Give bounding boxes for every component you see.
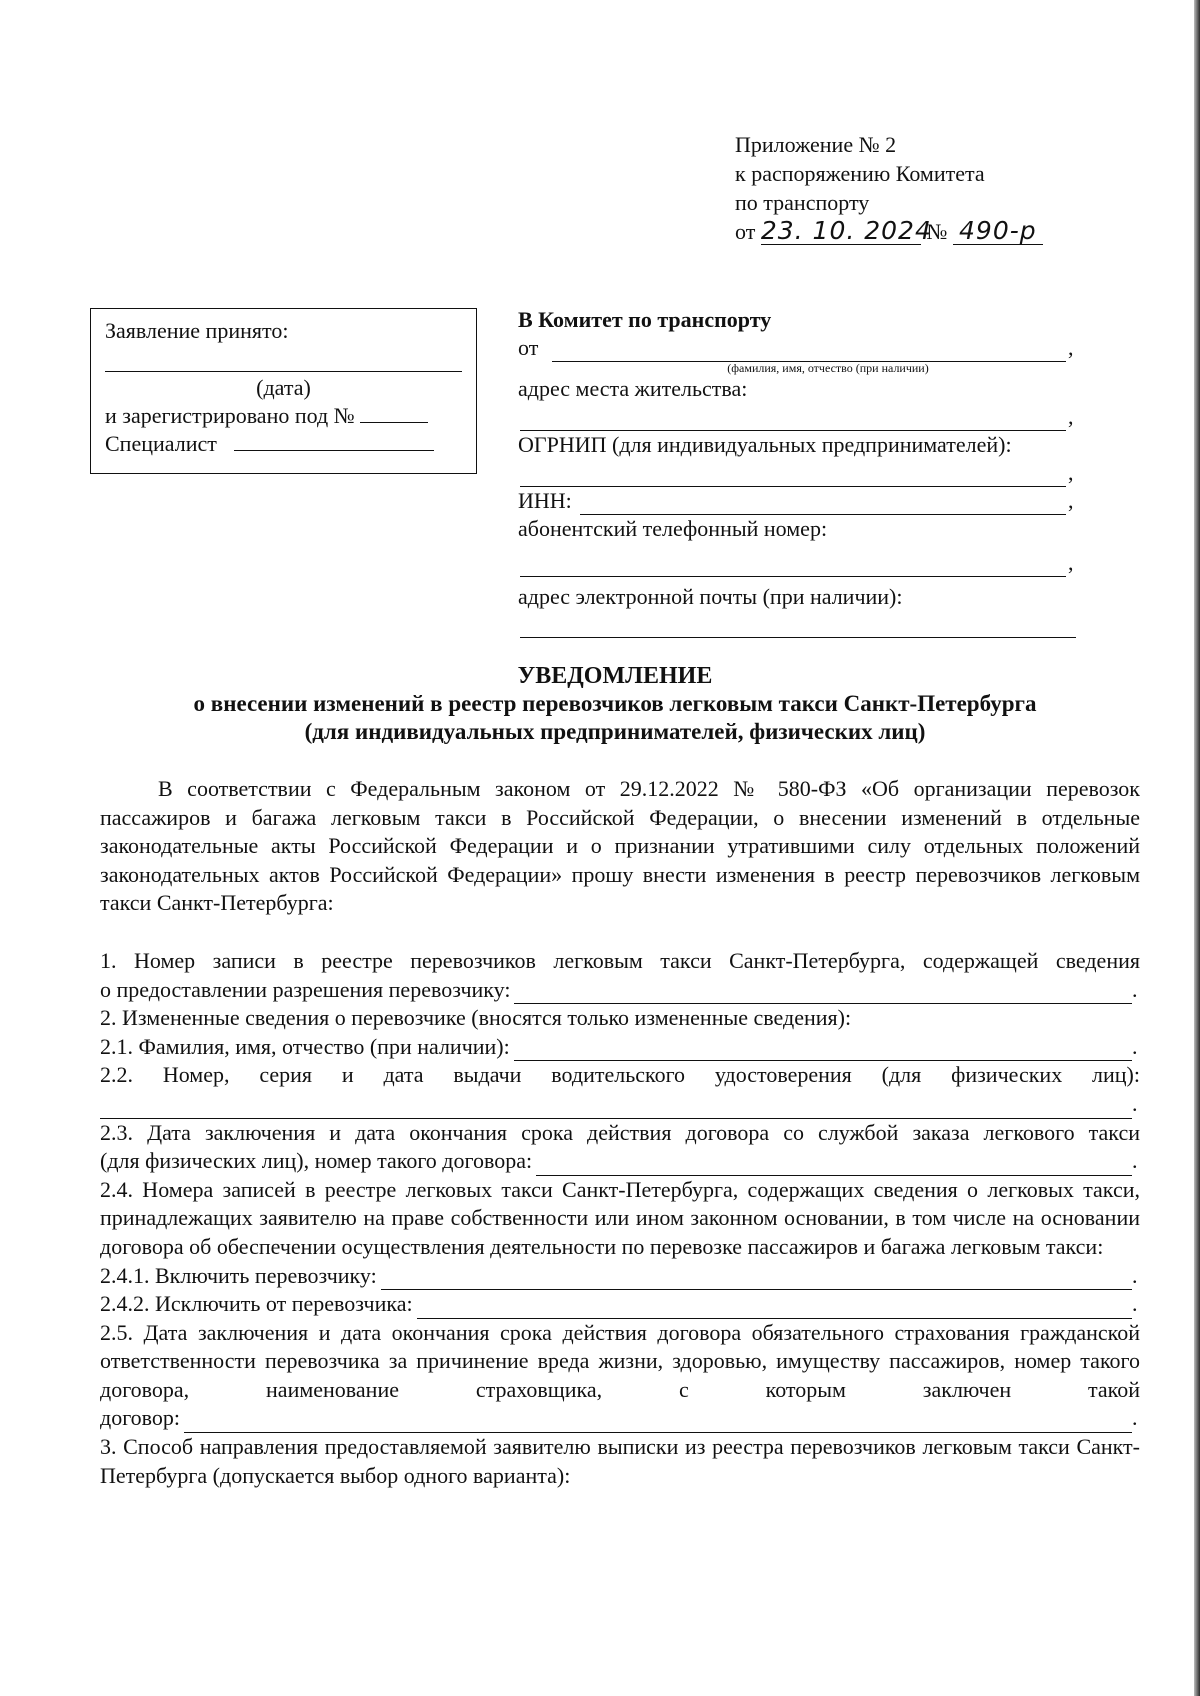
email-row [518,617,1078,638]
email-label: адрес электронной почты (при наличии): [518,584,903,609]
item-2-3-line-2: (для физических лиц), номер такого договора: [100,1148,533,1174]
handwritten-date: 23. 10. 2024 [760,216,932,245]
title-sub-1: о внесении изменений в реестр перевозчиков легковым такси Санкт-Петербурга [193,691,1037,716]
email-field[interactable] [520,617,1076,638]
period: . [1132,1033,1138,1059]
period: . [1132,1148,1138,1174]
item-1-field[interactable] [514,983,1132,1004]
applicant-name-field[interactable] [552,341,1066,362]
applicant-name-hint: (фамилия, имя, отчество (при наличии) [727,361,929,375]
item-2-4: 2.4. Номера записей в реестре легковых такси Санкт-Петербурга, содержащих сведения о легковых такси, принадлежащих заявителю на праве собственности или ином законном основании, в том числе на основании договора об обеспечении осуществления деятельности по перевозке пассажиров и багажа легковым такси: [100,1176,1140,1259]
applicant-name-row [518,334,1078,362]
item-3: 3. Способ направления предоставляемой заявителю выписки из реестра перевозчиков легковым такси Санкт-Петербурга (допускается выбор одного варианта): [100,1434,1140,1488]
comma: , [1068,550,1074,575]
registration-stamp-box [90,308,477,474]
item-2-2-label: 2.2. Номер, серия и дата выдачи водительского удостоверения (для физических лиц): [100,1062,1140,1088]
title-sub-2: (для индивидуальных предпринимателей, физических лиц) [304,719,926,744]
item-2-1-field[interactable] [514,1040,1132,1061]
stamp-accepted-label: Заявление принято: [105,318,289,343]
item-2-2-row [100,1090,1140,1119]
appendix-line-2: к распоряжению Комитета [735,161,985,186]
item-2-3-line-1: 2.3. Дата заключения и дата окончания срока действия договора со службой заказа легкового такси [100,1119,1140,1145]
comma: , [1068,488,1074,513]
appendix-number-label: № [926,219,948,244]
stamp-registration-number-field[interactable] [360,404,428,423]
item-2-3-row [100,1147,1140,1176]
item-2-5-field[interactable] [184,1412,1132,1433]
ogrnip-label: ОГРНИП (для индивидуальных предпринимателей): [518,432,1012,457]
stamp-specialist-label: Специалист [105,431,217,456]
phone-field[interactable] [520,556,1066,577]
item-2-2-field[interactable] [100,1096,1132,1119]
address-label: адрес места жительства: [518,376,748,401]
item-2: 2. Измененные сведения о перевозчике (вносятся только измененные сведения): [100,1005,852,1031]
inn-label: ИНН: [518,488,572,513]
applicant-from-label: от [518,335,539,360]
document-title [90,662,1140,746]
comma: , [1068,460,1074,485]
item-2-4-2-field[interactable] [417,1298,1132,1319]
stamp-date-field[interactable] [105,351,462,372]
stamp-specialist-row [105,430,462,458]
scan-edge-shadow [1194,0,1200,1696]
inn-row [518,487,1078,515]
comma: , [1068,404,1074,429]
period: . [1132,1405,1138,1431]
addressee-block [518,306,1078,638]
stamp-registered-label: и зарегистрировано под № [105,403,355,428]
item-2-5-end-label: договор: [100,1405,181,1431]
item-2-4-2-row [100,1290,1140,1319]
intro-paragraph: В соответствии с Федеральным законом от 29.12.2022 № 580-ФЗ «Об организации перевозок пассажиров и багажа легковым такси в Российской Федерации, о внесении изменений в отдельные законодательные акты Российской Федерации и о признании утратившими силу отдельных положений законодательных актов Российской Федерации» прошу внести изменения в реестр перевозчиков легковым такси Санкт-Петербурга: [100,776,1140,916]
item-2-5-row [100,1404,1140,1433]
item-2-1-label: 2.1. Фамилия, имя, отчество (при наличии): [100,1033,510,1059]
item-2-1-row [100,1033,1140,1062]
item-2-3-field[interactable] [536,1155,1132,1176]
item-2-4-1-row [100,1262,1140,1291]
addressee-to: В Комитет по транспорту [518,307,772,332]
period: . [1132,976,1138,1002]
item-2-4-1-label: 2.4.1. Включить перевозчику: [100,1262,377,1288]
item-1-line-2: о предоставлении разрешения перевозчику: [100,976,511,1002]
document-body [100,775,1140,1490]
item-1-line-1: 1. Номер записи в реестре перевозчиков легковым такси Санкт-Петербурга, содержащей сведения [100,947,1140,973]
appendix-line-1: Приложение № 2 [735,132,897,157]
item-2-4-1-field[interactable] [381,1269,1132,1290]
appendix-line-3: по транспорту [735,190,870,215]
inn-field[interactable] [580,494,1066,515]
title-main: УВЕДОМЛЕНИЕ [517,663,713,689]
period: . [1132,1291,1138,1317]
period: . [1132,1262,1138,1288]
appendix-header [735,130,1075,246]
stamp-registered-row [105,402,462,430]
address-field[interactable] [520,410,1066,431]
item-1-row [100,976,1140,1005]
address-row [518,403,1078,431]
stamp-specialist-field[interactable] [234,432,434,451]
handwritten-number: 490-р [953,218,1043,245]
item-2-5: 2.5. Дата заключения и дата окончания срока действия договора обязательного страхования гражданской ответственности перевозчика за причинение вреда жизни, здоровью, имуществу пассажиров, номер такого договора, наименование страховщика, с которым заключен такой [100,1319,1140,1402]
phone-label: абонентский телефонный номер: [518,516,828,541]
phone-row [518,549,1078,577]
ogrnip-row [518,459,1078,487]
comma: , [1068,335,1074,360]
period: . [1132,1090,1138,1116]
ogrnip-field[interactable] [520,466,1066,487]
appendix-from-label: от [735,219,756,244]
appendix-date-line [735,217,1075,246]
stamp-date-label: (дата) [256,375,311,400]
item-2-4-2-label: 2.4.2. Исключить от перевозчика: [100,1291,413,1317]
